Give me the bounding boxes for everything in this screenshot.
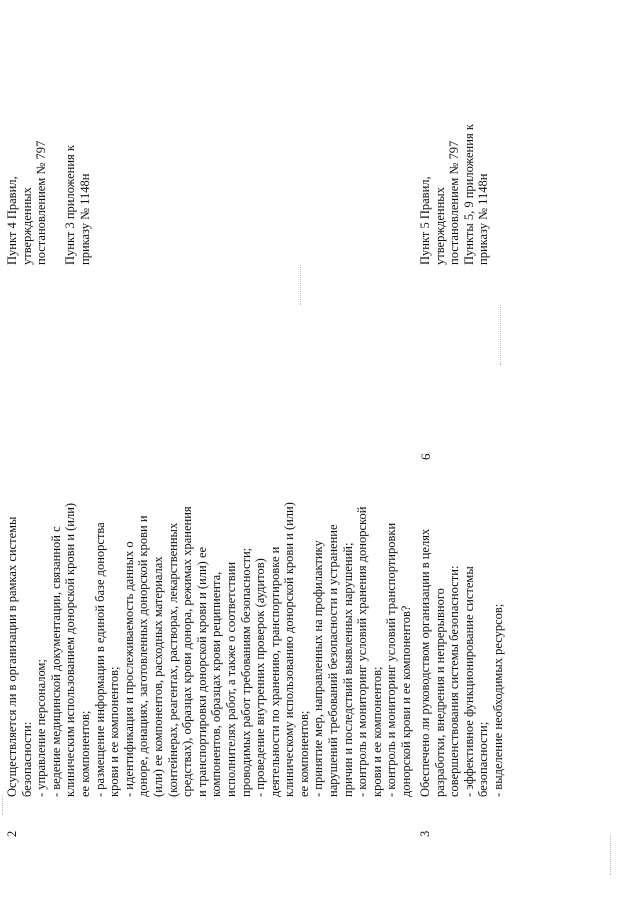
question-line: - контроль и мониторинг условий транспортировки [384,522,399,797]
reference-line: постановлением № 797 [34,140,49,265]
question-line: и транспортировки донорской крови и (или) ее [194,546,209,797]
question-line: безопасности; [476,721,491,797]
question-line: Обеспечено ли руководством организации в целях [418,528,432,797]
question-line: - контроль и мониторинг условий хранения донорской [355,506,370,797]
row-question [5,397,414,797]
row-reference [5,65,93,265]
question-line: совершенствования системы безопасности: [447,565,462,797]
reference-line: приказу № 1148н [77,173,92,265]
reference-line: постановлением № 797 [447,140,462,265]
question-line: крови и ее компонентов; [369,666,384,797]
question-line: исполнителях работ, а также о соответствии [223,561,238,797]
question-line: клиническому использованию донорской крови и (или) [282,502,297,797]
question-line: компонентов, образцах крови реципиента, [209,571,224,797]
reference-line [49,65,64,265]
question-line: - принятие мер, направленных на профилактику [311,540,326,797]
reference-line: Пункт 5 Правил, [418,176,432,265]
question-line: донорской крови и ее компонентов? [399,605,414,797]
question-line: средствах), образцах крови донора, режимах хранения [180,506,195,797]
question-line: - проведение внутренних проверок (аудитов) [253,558,268,797]
question-line: доноре, донациях, заготовленных донорской крови и [136,515,151,797]
question-line: клиническим использованием донорской крови и (или) [63,502,78,797]
question-line: крови и ее компонентов; [107,666,122,797]
reference-line: утвержденных [432,187,447,265]
reference-line: утвержденных [19,187,34,265]
question-line: - эффективное функционирование системы [461,566,476,797]
question-line: проводимых работ требованиям безопасности; [238,547,253,797]
question-line: (контейнерах, реагентах, растворах, лекарственных [165,522,180,797]
question-line: - размещение информации в единой базе донорства [92,522,107,797]
question-line: безопасности: [19,721,34,797]
question-line: (или) ее компонентов, расходных материалах [150,556,165,797]
reference-line: Пункт 3 приложения к [63,145,78,265]
table-border-remnant [610,835,611,875]
question-line: - управление персоналом; [34,659,49,797]
question-line: - выделение необходимых ресурсов; [490,603,505,797]
row-number: 3 [418,830,432,837]
question-line: причин и последствий выявленных нарушений; [340,542,355,797]
question-line: - идентификация и прослеживаемость данных о [121,541,136,797]
question-line: разработки, внедрения и непрерывного [432,588,447,797]
question-line: Осуществляется ли в организации в рамках системы [5,516,19,797]
question-line: ее компонентов; [77,710,92,797]
row-reference [418,65,491,265]
table-border-remnant [500,305,501,365]
question-line: ее компонентов; [296,710,311,797]
reference-line: Пункт 4 Правил, [5,176,19,265]
question-line: - ведение медицинской документации, связанной с [48,526,63,797]
question-line: нарушений требований безопасности и устранение [326,524,341,797]
table-border-remnant [2,795,3,815]
row-question [418,397,506,797]
reference-line: Пункты 5, 9 приложения к [461,124,476,265]
question-line: деятельности по хранению, транспортировке и [267,546,282,797]
reference-line: приказу № 1148н [476,173,491,265]
page-number: 6 [418,453,433,460]
row-number: 2 [5,830,19,837]
table-border-remnant [300,265,301,305]
